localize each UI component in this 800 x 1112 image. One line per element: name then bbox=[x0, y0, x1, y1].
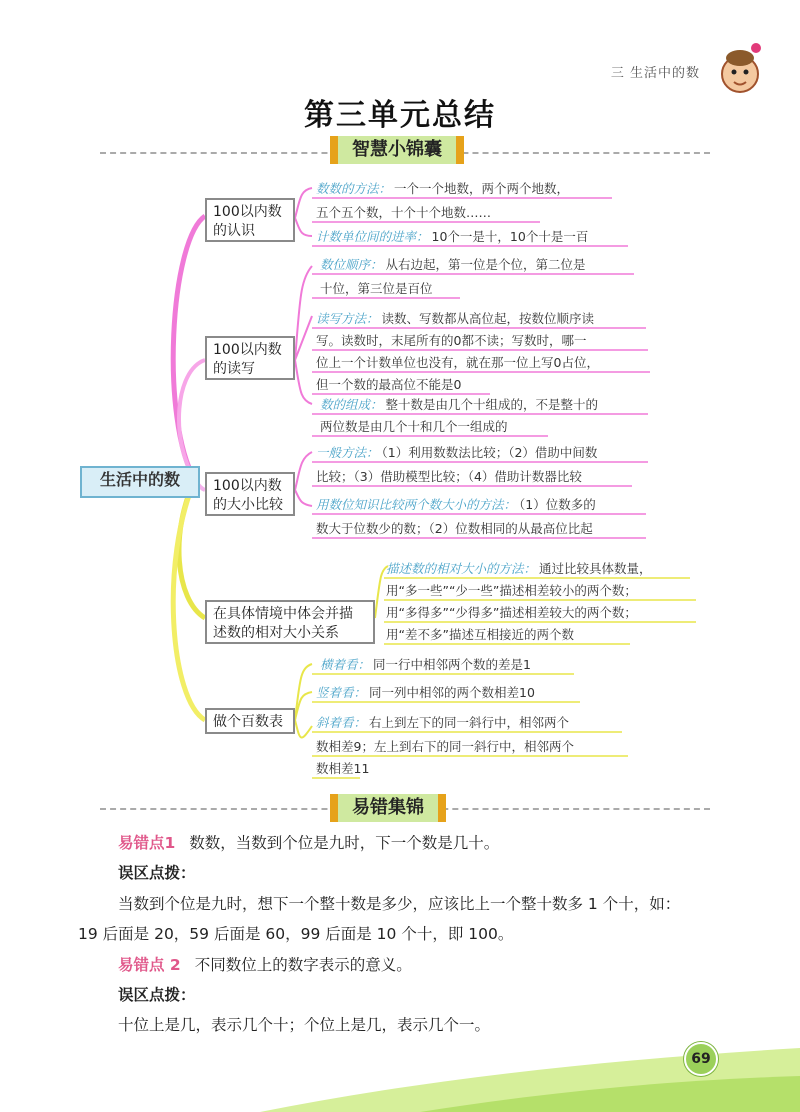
note-line: 横着看： 同一行中相邻两个数的差是1 bbox=[320, 657, 531, 672]
note-line: 数相差11 bbox=[316, 761, 370, 776]
note-line: 数大于位数少的数；（2）位数相同的从最高位比起 bbox=[316, 521, 593, 536]
tip-text-1b: 19 后面是 20，59 后面是 60，99 后面是 10 个十，即 100。 bbox=[78, 925, 514, 943]
note-line: 用“差不多”描述互相接近的两个数 bbox=[386, 627, 574, 642]
note-line: 计数单位间的进率： 10个一是十，10个十是一百 bbox=[316, 229, 589, 244]
branch-read-write: 100以内数 的读写 bbox=[205, 336, 295, 380]
note-line: 用数位知识比较两个数大小的方法： （1）位数多的 bbox=[316, 497, 596, 512]
branch-hundred-chart: 做个百数表 bbox=[205, 708, 295, 734]
branch-compare: 100以内数 的大小比较 bbox=[205, 472, 295, 516]
note-line: 斜着看： 右上到左下的同一斜行中，相邻两个 bbox=[316, 715, 570, 730]
error-point-1: 易错点1 数数，当数到个位是九时，下一个数是几十。 bbox=[118, 834, 500, 852]
note-line: 但一个数的最高位不能是0 bbox=[316, 377, 462, 392]
branch-relative-size: 在具体情境中体会并描 述数的相对大小关系 bbox=[205, 600, 375, 644]
section-title-mistakes: 易错集锦 bbox=[330, 794, 446, 822]
note-line: 十位，第三位是百位 bbox=[320, 281, 433, 296]
tip-text-1a: 当数到个位是九时，想下一个整十数是多少，应该比上一个整十数多 1 个十，如： bbox=[118, 895, 681, 913]
note-line: 数数的方法： 一个一个地数，两个两个地数， bbox=[316, 181, 570, 196]
section-title-tips: 智慧小锦囊 bbox=[330, 136, 464, 164]
page-number: 69 bbox=[684, 1042, 718, 1076]
note-line: 用“多得多”“少得多”描述相差较大的两个数； bbox=[386, 605, 637, 620]
note-line: 一般方法： （1）利用数数法比较；（2）借助中间数 bbox=[316, 445, 598, 460]
note-line: 五个五个数，十个十个地数…… bbox=[316, 205, 492, 220]
note-line: 数的组成： 整十数是由几个十组成的，不是整十的 bbox=[320, 397, 599, 412]
unit-header: 三 生活中的数 bbox=[610, 66, 700, 81]
mind-map-root: 生活中的数 bbox=[80, 466, 200, 498]
note-line: 数相差9；左上到右下的同一斜行中，相邻两个 bbox=[316, 739, 574, 754]
note-line: 位上一个计数单位也没有，就在那一位上写0占位， bbox=[316, 355, 599, 370]
note-line: 比较；（3）借助模型比较；（4）借助计数器比较 bbox=[316, 469, 582, 484]
tip-label-2: 误区点拨： bbox=[118, 986, 196, 1004]
page-title: 第三单元总结 bbox=[304, 98, 496, 133]
note-line: 数位顺序： 从右边起，第一位是个位，第二位是 bbox=[320, 257, 586, 272]
tip-text-2: 十位上是几，表示几个十；个位上是几，表示几个一。 bbox=[118, 1016, 491, 1034]
note-line: 两位数是由几个十和几个一组成的 bbox=[320, 419, 508, 434]
error-point-2: 易错点 2 不同数位上的数字表示的意义。 bbox=[118, 956, 412, 974]
note-line: 写。读数时，末尾所有的0都不读；写数时，哪一 bbox=[316, 333, 587, 348]
note-line: 描述数的相对大小的方法： 通过比较具体数量， bbox=[386, 561, 652, 576]
branch-recognition: 100以内数 的认识 bbox=[205, 198, 295, 242]
tip-label-1: 误区点拨： bbox=[118, 864, 196, 882]
bottom-wave-decoration bbox=[0, 1040, 800, 1112]
note-line: 竖着看： 同一列中相邻的两个数相差10 bbox=[316, 685, 535, 700]
note-line: 用“多一些”“少一些”描述相差较小的两个数； bbox=[386, 583, 637, 598]
note-line: 读写方法： 读数、写数都从高位起，按数位顺序读 bbox=[316, 311, 595, 326]
